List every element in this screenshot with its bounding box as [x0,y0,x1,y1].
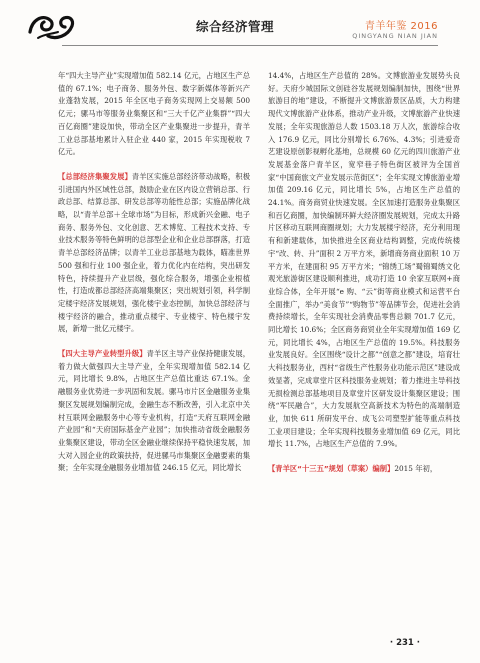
paragraph-leading-industries [58,348,250,475]
section-heading: 【四大主导产业转型升级】 [58,349,147,359]
right-column [268,70,460,476]
yearbook-logo-icon [26,10,78,44]
page-header [0,0,480,56]
section-heading: 【总部经济集聚发展】 [58,171,132,181]
paragraph-industry-summary: 年“四大主导产业”实现增加值 582.14 亿元，占地区生产总值的 67.1%；电子商务、服务外包、数字新媒体等新兴产业蓬勃发展，2015 年全区电子商务实现网上交易额 500 亿元；骡马市等服务业集聚区和“三大千亿产业集群”“四大百亿商圈”建设加快，带动全区产业集聚进一步提升，青羊工业总部基地累计入驻企业 440 家，2015 年实现税收 7 亿元。 [58,71,250,157]
paragraph-body: 2015 年初， [394,464,438,474]
section-heading: 【青羊区“十三五”规划（草案）编制】 [268,464,395,474]
left-column [58,70,250,475]
paragraph-industry-growth: 14.4%，占地区生产总值的 28%。文博旅游业发展势头良好。天府少城国际文创硅谷发展规划编制加快，围绕“世界旅游目的地”建设，不断提升文博旅游景区品质，大力构建现代文博旅游产业体系，推动产业升级，文博旅游产业快速发展；全年实现旅游总人数 1503.18 万人次，旅游综合收入 176.9 亿元，同比分别增长 6.76%、4.3%；引进爱奇艺建设原创影视孵化基地，总规模 60 亿元的四川旅游产业发展基金落户青羊区，宽窄巷子特色街区被评为全国首家“中国商旅文产业发展示范街区”；全年实现文博旅游业增加值 209.16 亿元，同比增长 5%，占地区生产总值的 24.1%。商务商贸业快速发展。全区加速打造服务业集聚区和百亿商圈，加快编制环鲜大经济圈发展规划，完成太升路片区移动互联网商圈规划；大力发展楼宇经济，充分利用现有和新建载体，加快推进全区商业结构调整，完成传统楼宇“改、转、升”面积 2 万平方米，新增商务商业面积 10 万平方米，在建面积 95 万平方米；“锦绣工场”蜀锦蜀绣文化观光旅游街区建设顺利推进，成功打造 10 余家互联网+商业综合体，全年开展“e 购、“云”街等商业模式和运营平台全面推广，举办“美食节”“购物节”等品牌节会，促进社会消费持续增长，全年实现社会消费品零售总额 701.7 亿元，同比增长 10.6%；全区商务商贸业全年实现增加值 169 亿元，同比增长 4%，占地区生产总值的 19.5%。科技服务业发展良好。全区围绕“设计之都”“创意之都”建设，培育壮大科技服务业，西村“省级生产性服务业功能示范区”建设成效显著，完成章堂片区科技服务业规划；着力推进主导科技无损检测总部基地项目及章堂片区研发设计集聚区建设；围绕“军民融合”，大力发展航空高新技术为特色的高端制造业，加快 611 所研发平台、成飞公司塑型扩能等重点科技工业项目建设；全年实现科技服务业增加值 69 亿元，同比增长 11.7%，占地区生产总值的 7.9%。 [268,71,460,449]
paragraph-body: 青羊区主导产业保持健康发展，着力做大做强四大主导产业，全年实现增加值 582.14 亿元，同比增长 9.8%，占地区生产总值比重达 67.1%。金融服务业优势进一步巩固和发展。骡马市片区金融服务业集聚区发展规划编制完成，金融生态不断改善，引入北京中关村互联网金融服务中心等专业机构，打造“天府互联网金融产业园”和“天府国际基金产业园”；加快推动省级金融服务业集聚区建设，带动全区金融业继续保持平稳快速发展，加大对入园企业的政策扶持，促进骡马市集聚区金融要素的集聚；全年实现金融服务业增加值 246.15 亿元，同比增长 [58,349,251,473]
header-divider [62,45,438,46]
yearbook-title: 青羊年鉴 2016 [364,21,438,32]
page-number: · 231 · [389,638,420,648]
yearbook-subtitle: QINGYANG NIAN JIAN [352,32,438,40]
paragraph-five-year-plan [268,463,460,476]
paragraph-body: 青羊区实施总部经济带动战略，积极引进国内外区域性总部，鼓励企业在区内设立营销总部、行政总部、结算总部、研发总部等功能性总部；实施品牌化战略，以“青羊总部＋全球市场”为目标，形成新兴金融、电子商务、服务外包、文化创意、艺术博览、工程技术支持、专业技术服务等特色鲜明的总部型企业和企业总部群落，打造青羊总部经济品牌；以青羊工业总部基地为载体，瞄准世界 500 强和行业 100 强企业，着力优化内在结构，突出研发特色，持续提升产业层级，强化综合服务，增强企业根植性，打造成都总部经济高端集聚区；突出规划引领，科学制定楼宇经济发展规划，强化楼宇业态控制，加快总部经济与楼宇经济的融合，推动重点楼宇、专业楼宇、特色楼宇发展，新增一批亿元楼宇。 [58,171,251,334]
paragraph-headquarters-economy [58,171,250,336]
section-title: 综合经济管理 [196,19,275,34]
